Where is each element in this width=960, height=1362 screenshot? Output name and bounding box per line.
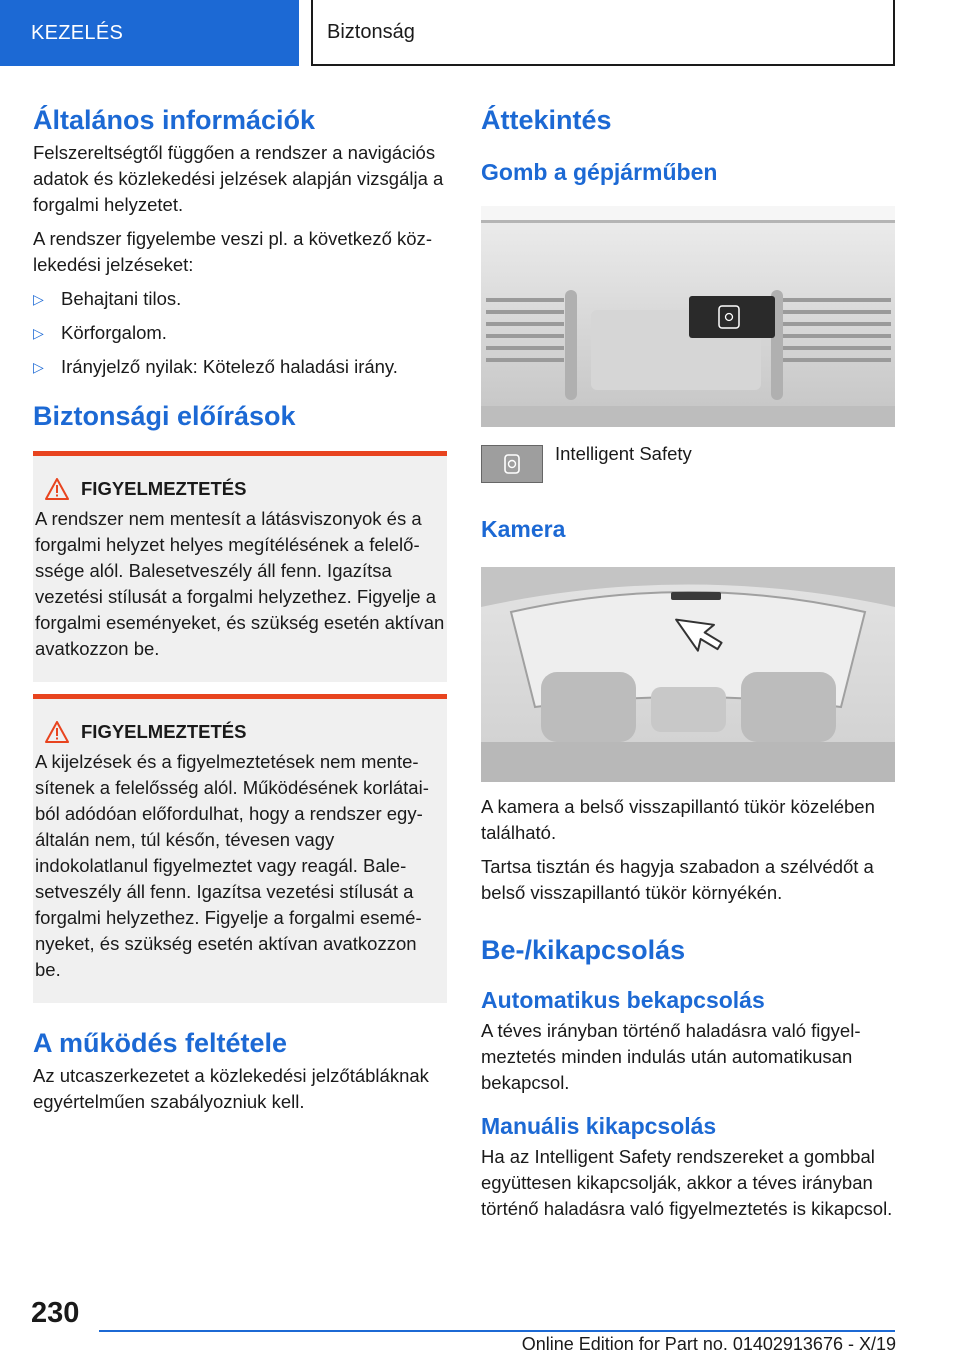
list-item: ▷ Irányjelző nyilak: Kötelező haladási irány. bbox=[33, 354, 447, 380]
section-tab bbox=[0, 0, 299, 66]
warning-triangle-icon bbox=[45, 478, 69, 500]
paragraph-camera-1: A kamera a belső visszapillantó tükör közelében található. bbox=[481, 796, 875, 843]
heading-safety: Biztonsági előírások bbox=[33, 401, 296, 431]
intelligent-safety-button-icon bbox=[481, 445, 543, 483]
page-number: 230 bbox=[31, 1297, 80, 1329]
camera-photo bbox=[481, 567, 895, 782]
section-title: KEZELÉS bbox=[31, 21, 124, 44]
paragraph-manual: Ha az Intelligent Safety rendszereket a gombbal együttesen kikapcsolják, akkor a téves irányban történő haladásra való figyelmeztetés is kikapcsol. bbox=[481, 1146, 893, 1219]
warning-text: A kijelzések és a figyelmeztetések nem mentesítenek a felelősség alól. Működésének korlátaiból adódóan előfordulhat, hogy a rendszer egyáltalán nem, túl későn, tévesen vagy indokolatlanul figyelmeztet vagy reagál. Balesetveszély áll fenn. Igazítsa vezetési stílusát a forgalmi helyzethez. Figyelje a forgalmi eseményeket, és szükség esetén aktívan avatkozzon be. bbox=[35, 751, 429, 980]
heading-condition: A működés feltétele bbox=[33, 1028, 288, 1058]
warning-title: FIGYELMEZTETÉS bbox=[81, 721, 247, 742]
triangle-bullet-icon: ▷ bbox=[33, 359, 44, 375]
paragraph-condition: Az utcaszerkezetet a közlekedési jelzőtábláknak egyértelműen szabályozniuk kell. bbox=[33, 1065, 429, 1112]
footer-divider bbox=[99, 1330, 895, 1332]
button-legend bbox=[481, 445, 895, 483]
console-illustration bbox=[481, 206, 895, 427]
left-column bbox=[33, 100, 447, 1115]
heading-button: Gomb a gépjárműben bbox=[481, 159, 718, 185]
warning-title: FIGYELMEZTETÉS bbox=[81, 478, 247, 499]
traffic-sign-list bbox=[33, 286, 447, 380]
paragraph-general-1: Felszereltségtől függően a rendszer a navigációs adatok és közlekedési jelzések alapján vizsgálja a forgalmi helyzetet. bbox=[33, 142, 444, 215]
button-label: Intelligent Safety bbox=[555, 443, 692, 464]
warning-triangle-icon bbox=[45, 721, 69, 743]
triangle-bullet-icon: ▷ bbox=[33, 291, 44, 307]
paragraph-auto: A téves irányban történő haladásra való figyelmeztetés minden indulás után automatikusan bekapcsol. bbox=[481, 1020, 861, 1093]
chapter-title: Biztonság bbox=[327, 20, 415, 43]
paragraph-camera-2: Tartsa tisztán és hagyja szabadon a szélvédőt a belső visszapillantó tükör környékén. bbox=[481, 856, 874, 903]
button-photo bbox=[481, 206, 895, 427]
heading-camera: Kamera bbox=[481, 516, 566, 542]
heading-overview: Áttekintés bbox=[481, 105, 612, 135]
warning-box-1 bbox=[33, 451, 447, 682]
heading-general-info: Általános információk bbox=[33, 105, 316, 135]
chapter-tab bbox=[311, 0, 895, 66]
edition-note: Online Edition for Part no. 01402913676 - X/19 bbox=[521, 1334, 896, 1354]
paragraph-general-2: A rendszer figyelembe veszi pl. a következő közlekedési jelzéseket: bbox=[33, 228, 432, 275]
right-column bbox=[481, 100, 895, 1222]
heading-auto: Automatikus bekapcsolás bbox=[481, 987, 765, 1013]
interior-illustration bbox=[481, 567, 895, 782]
list-item: ▷ Behajtani tilos. bbox=[33, 286, 447, 312]
warning-box-2 bbox=[33, 694, 447, 1003]
heading-onoff: Be-/kikapcsolás bbox=[481, 935, 686, 965]
warning-text: A rendszer nem mentesít a látásviszonyok és a forgalmi helyzet helyes megítélésének a felelőssége alól. Balesetveszély áll fenn. Igazítsa vezetési stílusát a forgalmi helyzethez. Figyelje a forgalmi eseményeket, és szükség esetén aktívan avatkozzon be. bbox=[35, 508, 445, 659]
triangle-bullet-icon: ▷ bbox=[33, 325, 44, 341]
list-item: ▷ Körforgalom. bbox=[33, 320, 447, 346]
heading-manual: Manuális kikapcsolás bbox=[481, 1113, 717, 1139]
